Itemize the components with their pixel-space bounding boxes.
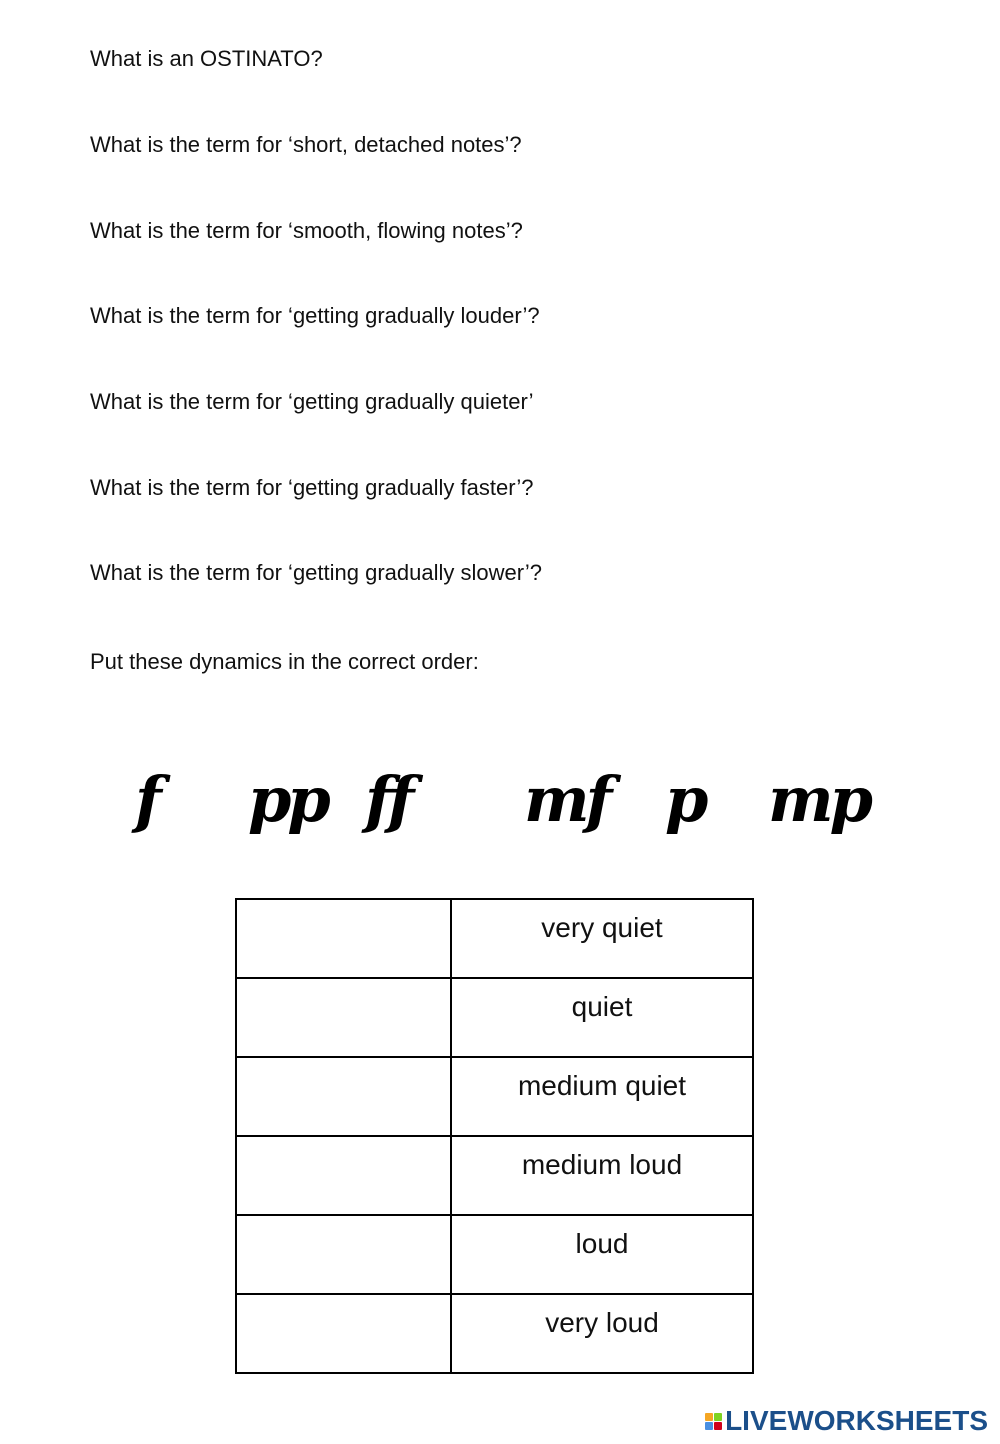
dynamic-label: very loud xyxy=(451,1294,753,1373)
table-row xyxy=(236,899,753,978)
answer-input-3[interactable] xyxy=(237,1058,450,1135)
logo-square-2 xyxy=(714,1413,722,1421)
question-7: What is the term for ‘getting gradually slower’? xyxy=(90,560,543,585)
answer-cell[interactable] xyxy=(236,899,451,978)
table-row xyxy=(236,1294,753,1373)
question-6: What is the term for ‘getting gradually faster’? xyxy=(90,475,534,500)
dynamics-order-table xyxy=(235,898,754,1374)
dynamic-symbol-mezzo-forte: mf xyxy=(524,763,609,836)
answer-cell[interactable] xyxy=(236,1136,451,1215)
liveworksheets-logo xyxy=(705,1404,988,1438)
logo-square-1 xyxy=(705,1413,713,1421)
table-row xyxy=(236,1136,753,1215)
dynamic-symbol-mezzo-piano: mp xyxy=(768,763,869,836)
dynamic-symbol-pianissimo: pp xyxy=(248,763,327,836)
question-4: What is the term for ‘getting gradually louder’? xyxy=(90,303,540,328)
answer-cell[interactable] xyxy=(236,1294,451,1373)
answer-cell[interactable] xyxy=(236,1057,451,1136)
answer-input-6[interactable] xyxy=(237,1295,450,1372)
answer-input-1[interactable] xyxy=(237,900,450,977)
dynamic-symbol-fortissimo: ff xyxy=(365,763,411,836)
liveworksheets-logo-icon xyxy=(705,1413,722,1430)
dynamic-label: very quiet xyxy=(451,899,753,978)
dynamics-symbols xyxy=(0,760,1000,850)
question-3: What is the term for ‘smooth, flowing notes’? xyxy=(90,218,523,243)
table-row xyxy=(236,1057,753,1136)
answer-input-5[interactable] xyxy=(237,1216,450,1293)
question-5: What is the term for ‘getting gradually quieter’ xyxy=(90,389,534,414)
logo-square-4 xyxy=(714,1422,722,1430)
dynamics-instruction: Put these dynamics in the correct order: xyxy=(90,649,479,674)
question-2: What is the term for ‘short, detached notes’? xyxy=(90,132,522,157)
dynamic-symbol-piano: p xyxy=(665,763,705,836)
dynamic-label: quiet xyxy=(451,978,753,1057)
dynamic-label: medium quiet xyxy=(451,1057,753,1136)
logo-square-3 xyxy=(705,1422,713,1430)
question-1: What is an OSTINATO? xyxy=(90,46,323,71)
logo-text: LIVEWORKSHEETS xyxy=(725,1405,988,1436)
dynamic-label: loud xyxy=(451,1215,753,1294)
answer-cell[interactable] xyxy=(236,978,451,1057)
dynamic-label: medium loud xyxy=(451,1136,753,1215)
answer-input-4[interactable] xyxy=(237,1137,450,1214)
table-row xyxy=(236,978,753,1057)
table-row xyxy=(236,1215,753,1294)
answer-input-2[interactable] xyxy=(237,979,450,1056)
answer-cell[interactable] xyxy=(236,1215,451,1294)
dynamic-symbol-forte: f xyxy=(135,763,158,836)
